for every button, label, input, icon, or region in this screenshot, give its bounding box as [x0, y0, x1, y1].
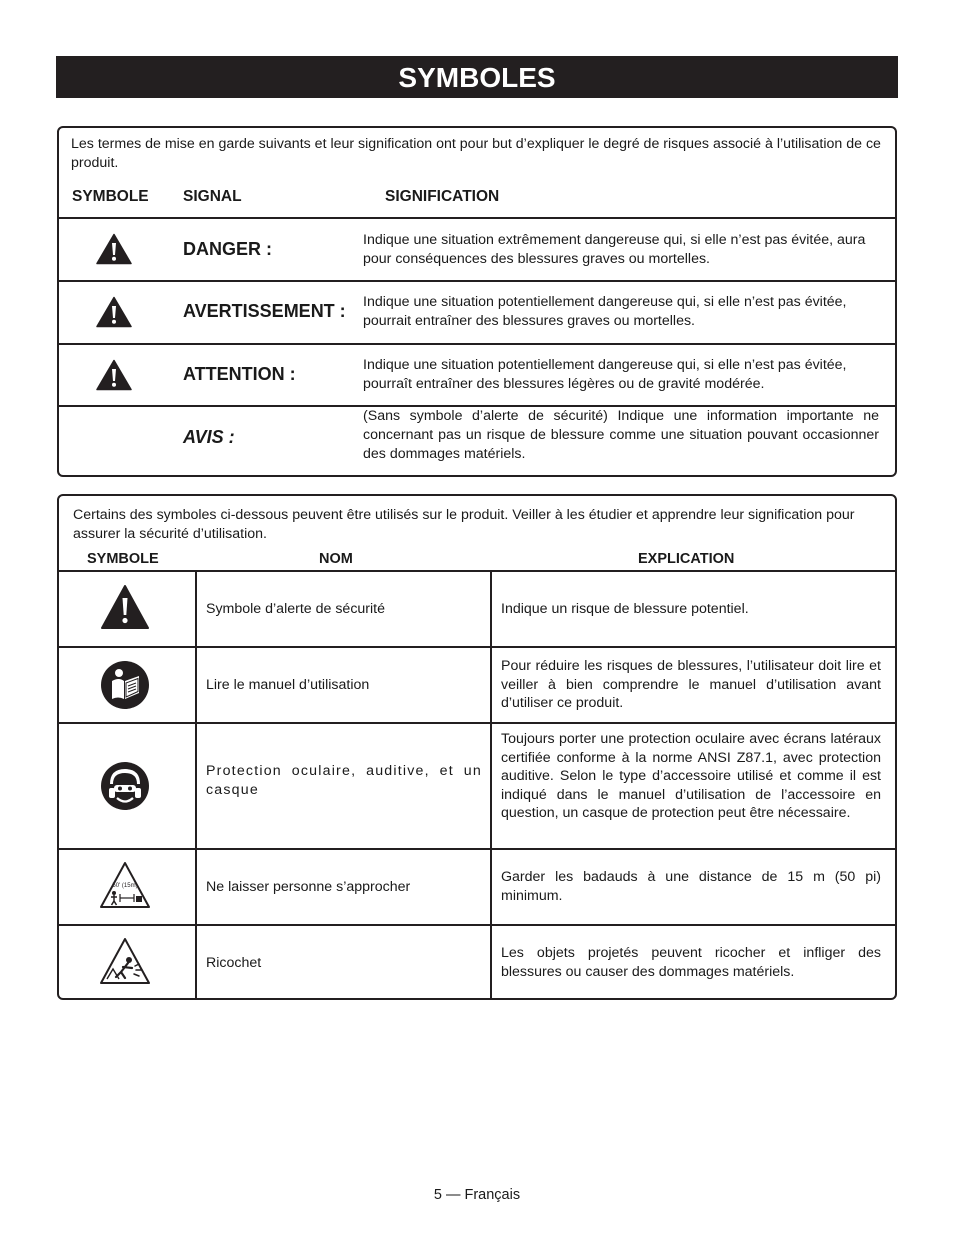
header-signal: SIGNAL [183, 188, 242, 205]
symbol-name: Ricochet [206, 955, 262, 971]
signal-row-attention [59, 345, 895, 405]
eye-ear-head-protection-icon [99, 760, 151, 812]
symbol-row-read-manual [59, 648, 895, 722]
signal-row-danger [59, 219, 895, 280]
symbol-row-protection [59, 724, 895, 848]
read-manual-icon [99, 659, 151, 711]
header-symbol: SYMBOLE [72, 188, 149, 205]
product-symbols-table [57, 494, 897, 1000]
signal-label: AVERTISSEMENT : [183, 301, 346, 321]
symbol-row-bystanders [59, 850, 895, 924]
signal-meaning: Indique une situation potentiellement dangereuse qui, si elle n’est pas évitée, pourrait entraîner des blessures graves ou mortelles. [363, 294, 847, 329]
signal-words-table [57, 126, 897, 477]
symbol-name: Protection oculaire, auditive, et un casque [206, 763, 482, 798]
header-meaning: SIGNIFICATION [385, 188, 500, 205]
symbol-explanation: Les objets projetés peuvent ricocher et infliger des blessures ou causer des dommages matériels. [501, 945, 881, 980]
signal-label: ATTENTION : [183, 364, 296, 384]
page-footer: 5 — Français [433, 1187, 521, 1203]
safety-alert-icon [99, 582, 151, 634]
symbol-name: Ne laisser personne s’approcher [206, 879, 411, 895]
header-symbol: SYMBOLE [87, 551, 159, 567]
page-title: SYMBOLES [56, 56, 898, 98]
signal-row-avis [59, 407, 895, 475]
symbols-intro: Certains des symboles ci-dessous peuvent être utilisés sur le produit. Veiller à les étudier et apprendre leur signification pour assurer la sécurité d’utilisation. [73, 507, 855, 542]
keep-bystanders-away-icon [99, 860, 151, 912]
symbol-explanation: Toujours porter une protection oculaire avec écrans latéraux certifiée conforme à la norme ANSI Z87.1, avec protection auditive. Selon le type d’accessoire utilisé et comme il est indiqué dans le manuel d’utilisation de l’accessoire en question, un casque de protection peut être nécessaire. [501, 731, 881, 821]
symbol-row-ricochet [59, 926, 895, 998]
signal-meaning: (Sans symbole d’alerte de sécurité) Indique une information importante ne concernant pas un risque de blessure comme une situation pouvant occasionner des dommages matériels. [363, 408, 879, 462]
symbol-name: Lire le manuel d’utilisation [206, 677, 370, 693]
header-explanation: EXPLICATION [638, 551, 735, 567]
symbol-explanation: Garder les badauds à une distance de 15 m (50 pi) minimum. [501, 869, 881, 904]
symbol-row-safety-alert [59, 572, 895, 646]
header-name: NOM [319, 551, 353, 567]
warning-triangle-icon [96, 359, 132, 391]
signal-meaning: Indique une situation extrêmement dangereuse qui, si elle n’est pas évitée, aura pour conséquences des blessures graves ou mortelles. [363, 232, 866, 267]
signal-label: AVIS : [183, 427, 235, 447]
ricochet-icon [99, 936, 151, 988]
distance-label: 50' (15m) [112, 883, 138, 889]
warning-triangle-icon [96, 296, 132, 328]
warning-triangle-icon [96, 233, 132, 265]
symbol-name: Symbole d’alerte de sécurité [206, 601, 386, 617]
symbol-explanation: Indique un risque de blessure potentiel. [501, 601, 749, 617]
signal-intro: Les termes de mise en garde suivants et leur signification ont pour but d’expliquer le degré de risques associé à l’utilisation de ce produit. [71, 136, 881, 171]
signal-row-avertissement [59, 282, 895, 343]
signal-label: DANGER : [183, 239, 272, 259]
signal-meaning: Indique une situation potentiellement dangereuse qui, si elle n’est pas évitée, pourraît entraîner des blessures légères ou de gravité modérée. [363, 357, 847, 392]
symbol-explanation: Pour réduire les risques de blessures, l’utilisateur doit lire et veiller à bien comprendre le manuel d’utilisation avant d’utiliser ce produit. [501, 658, 881, 711]
